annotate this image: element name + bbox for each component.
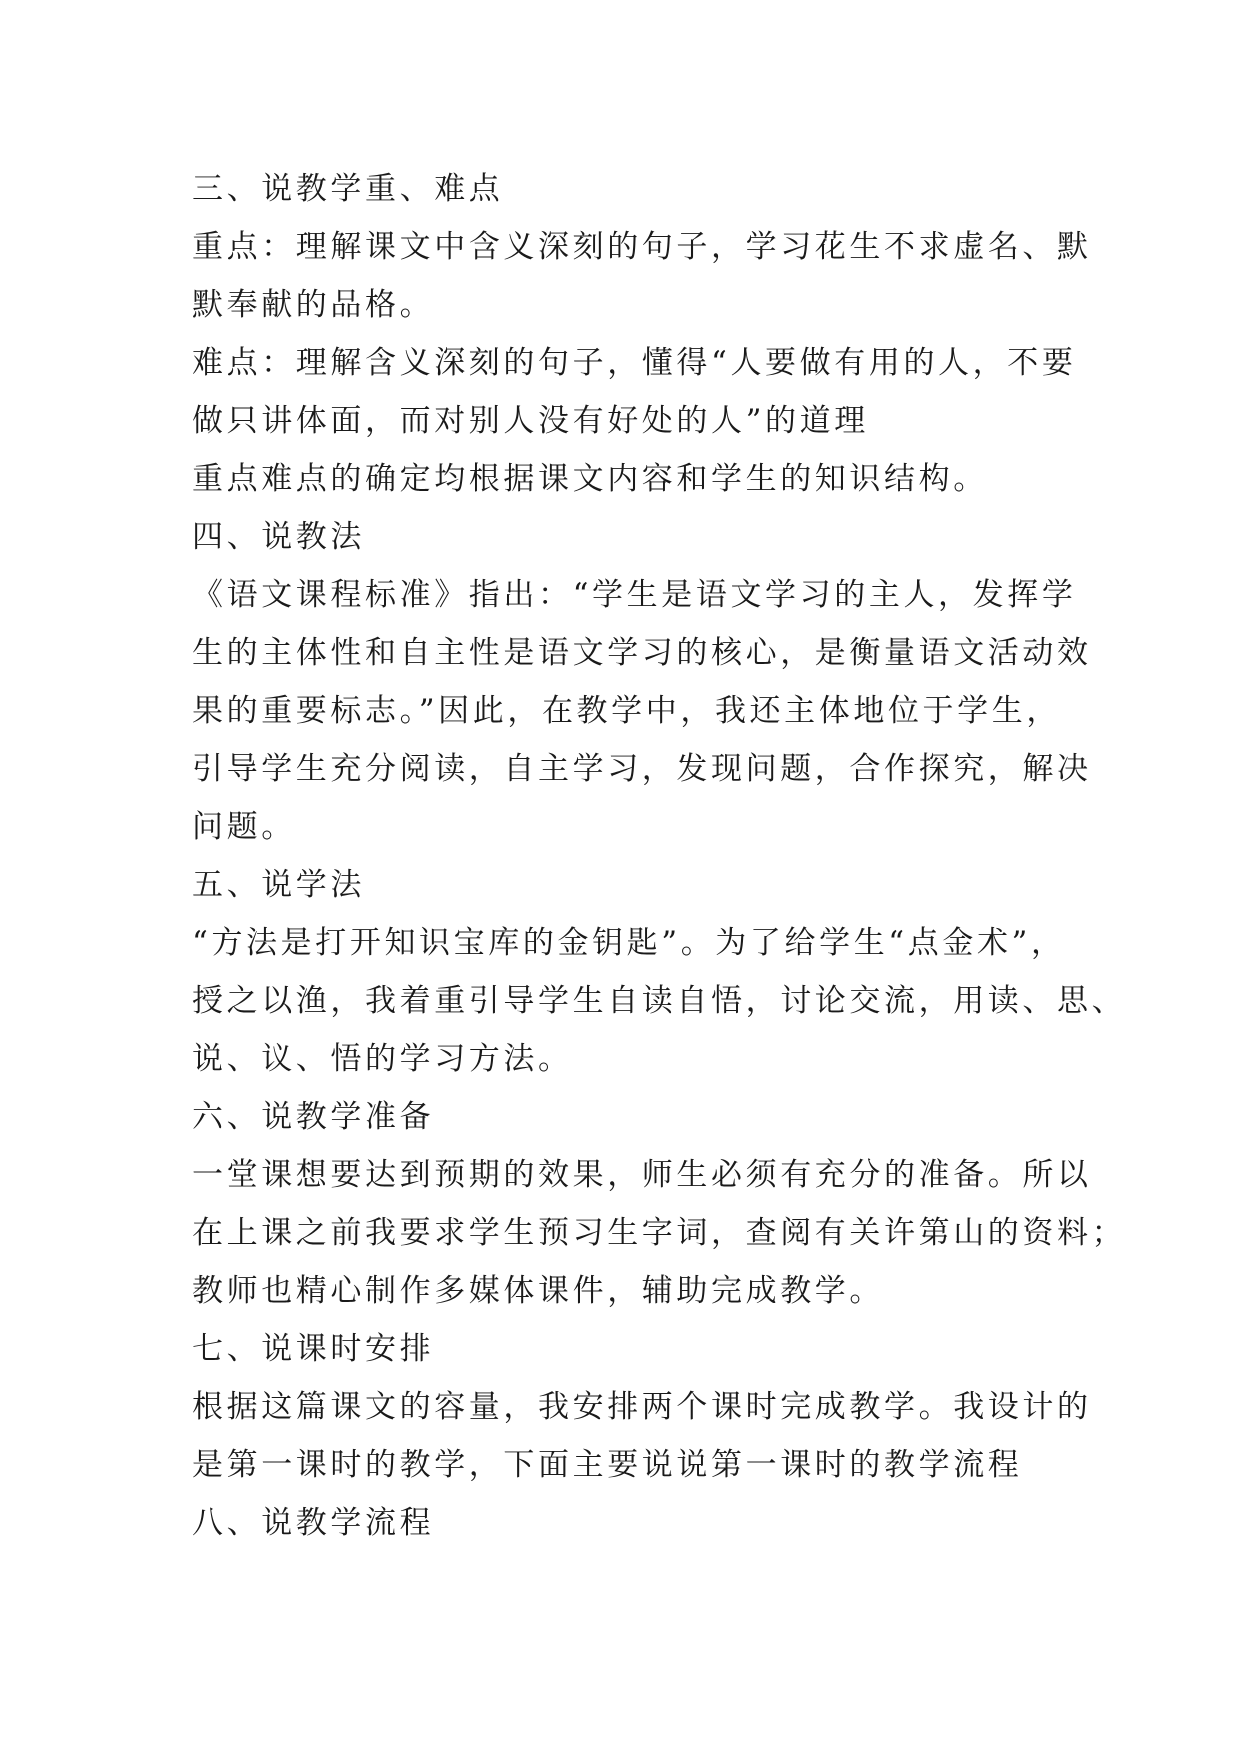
paragraph-line: 默奉献的品格。 <box>192 287 435 323</box>
paragraph-line: 果的重要标志。”因此，在教学中，我还主体地位于学生， <box>192 693 1061 729</box>
paragraph-line: 引导学生充分阅读，自主学习，发现问题，合作探究，解决 <box>192 751 1092 787</box>
paragraph-line: 授之以渔，我着重引导学生自读自悟，讨论交流，用读、思、 <box>192 983 1127 1019</box>
paragraph-line: 根据这篇课文的容量，我安排两个课时完成教学。我设计的 <box>192 1389 1092 1425</box>
document-body <box>192 160 1127 1552</box>
heading-6: 六、说教学准备 <box>192 1099 435 1135</box>
heading-4: 四、说教法 <box>192 519 365 555</box>
heading-3: 三、说教学重、难点 <box>192 171 504 207</box>
heading-5: 五、说学法 <box>192 867 365 903</box>
paragraph-line: 生的主体性和自主性是语文学习的核心，是衡量语文活动效 <box>192 635 1092 671</box>
paragraph-line: 一堂课想要达到预期的效果，师生必须有充分的准备。所以 <box>192 1157 1092 1193</box>
paragraph-line: 是第一课时的教学，下面主要说说第一课时的教学流程 <box>192 1447 1023 1483</box>
paragraph-line: 重点难点的确定均根据课文内容和学生的知识结构。 <box>192 461 988 497</box>
paragraph-line: 做只讲体面，而对别人没有好处的人”的道理 <box>192 403 869 439</box>
paragraph-line: 问题。 <box>192 809 296 845</box>
paragraph-line: 《语文课程标准》指出：“学生是语文学习的主人，发挥学 <box>192 577 1077 613</box>
paragraph-line: 说、议、悟的学习方法。 <box>192 1041 573 1077</box>
paragraph-line: 在上课之前我要求学生预习生字词，查阅有关许第山的资料； <box>192 1215 1127 1251</box>
paragraph-line: 教师也精心制作多媒体课件，辅助完成教学。 <box>192 1273 884 1309</box>
paragraph-line: 难点：理解含义深刻的句子，懂得“人要做有用的人，不要 <box>192 345 1077 381</box>
heading-7: 七、说课时安排 <box>192 1331 435 1367</box>
paragraph-line: 重点：理解课文中含义深刻的句子，学习花生不求虚名、默 <box>192 229 1092 265</box>
heading-8: 八、说教学流程 <box>192 1505 435 1541</box>
paragraph-line: “方法是打开知识宝库的金钥匙”。为了给学生“点金术”， <box>192 925 1066 961</box>
